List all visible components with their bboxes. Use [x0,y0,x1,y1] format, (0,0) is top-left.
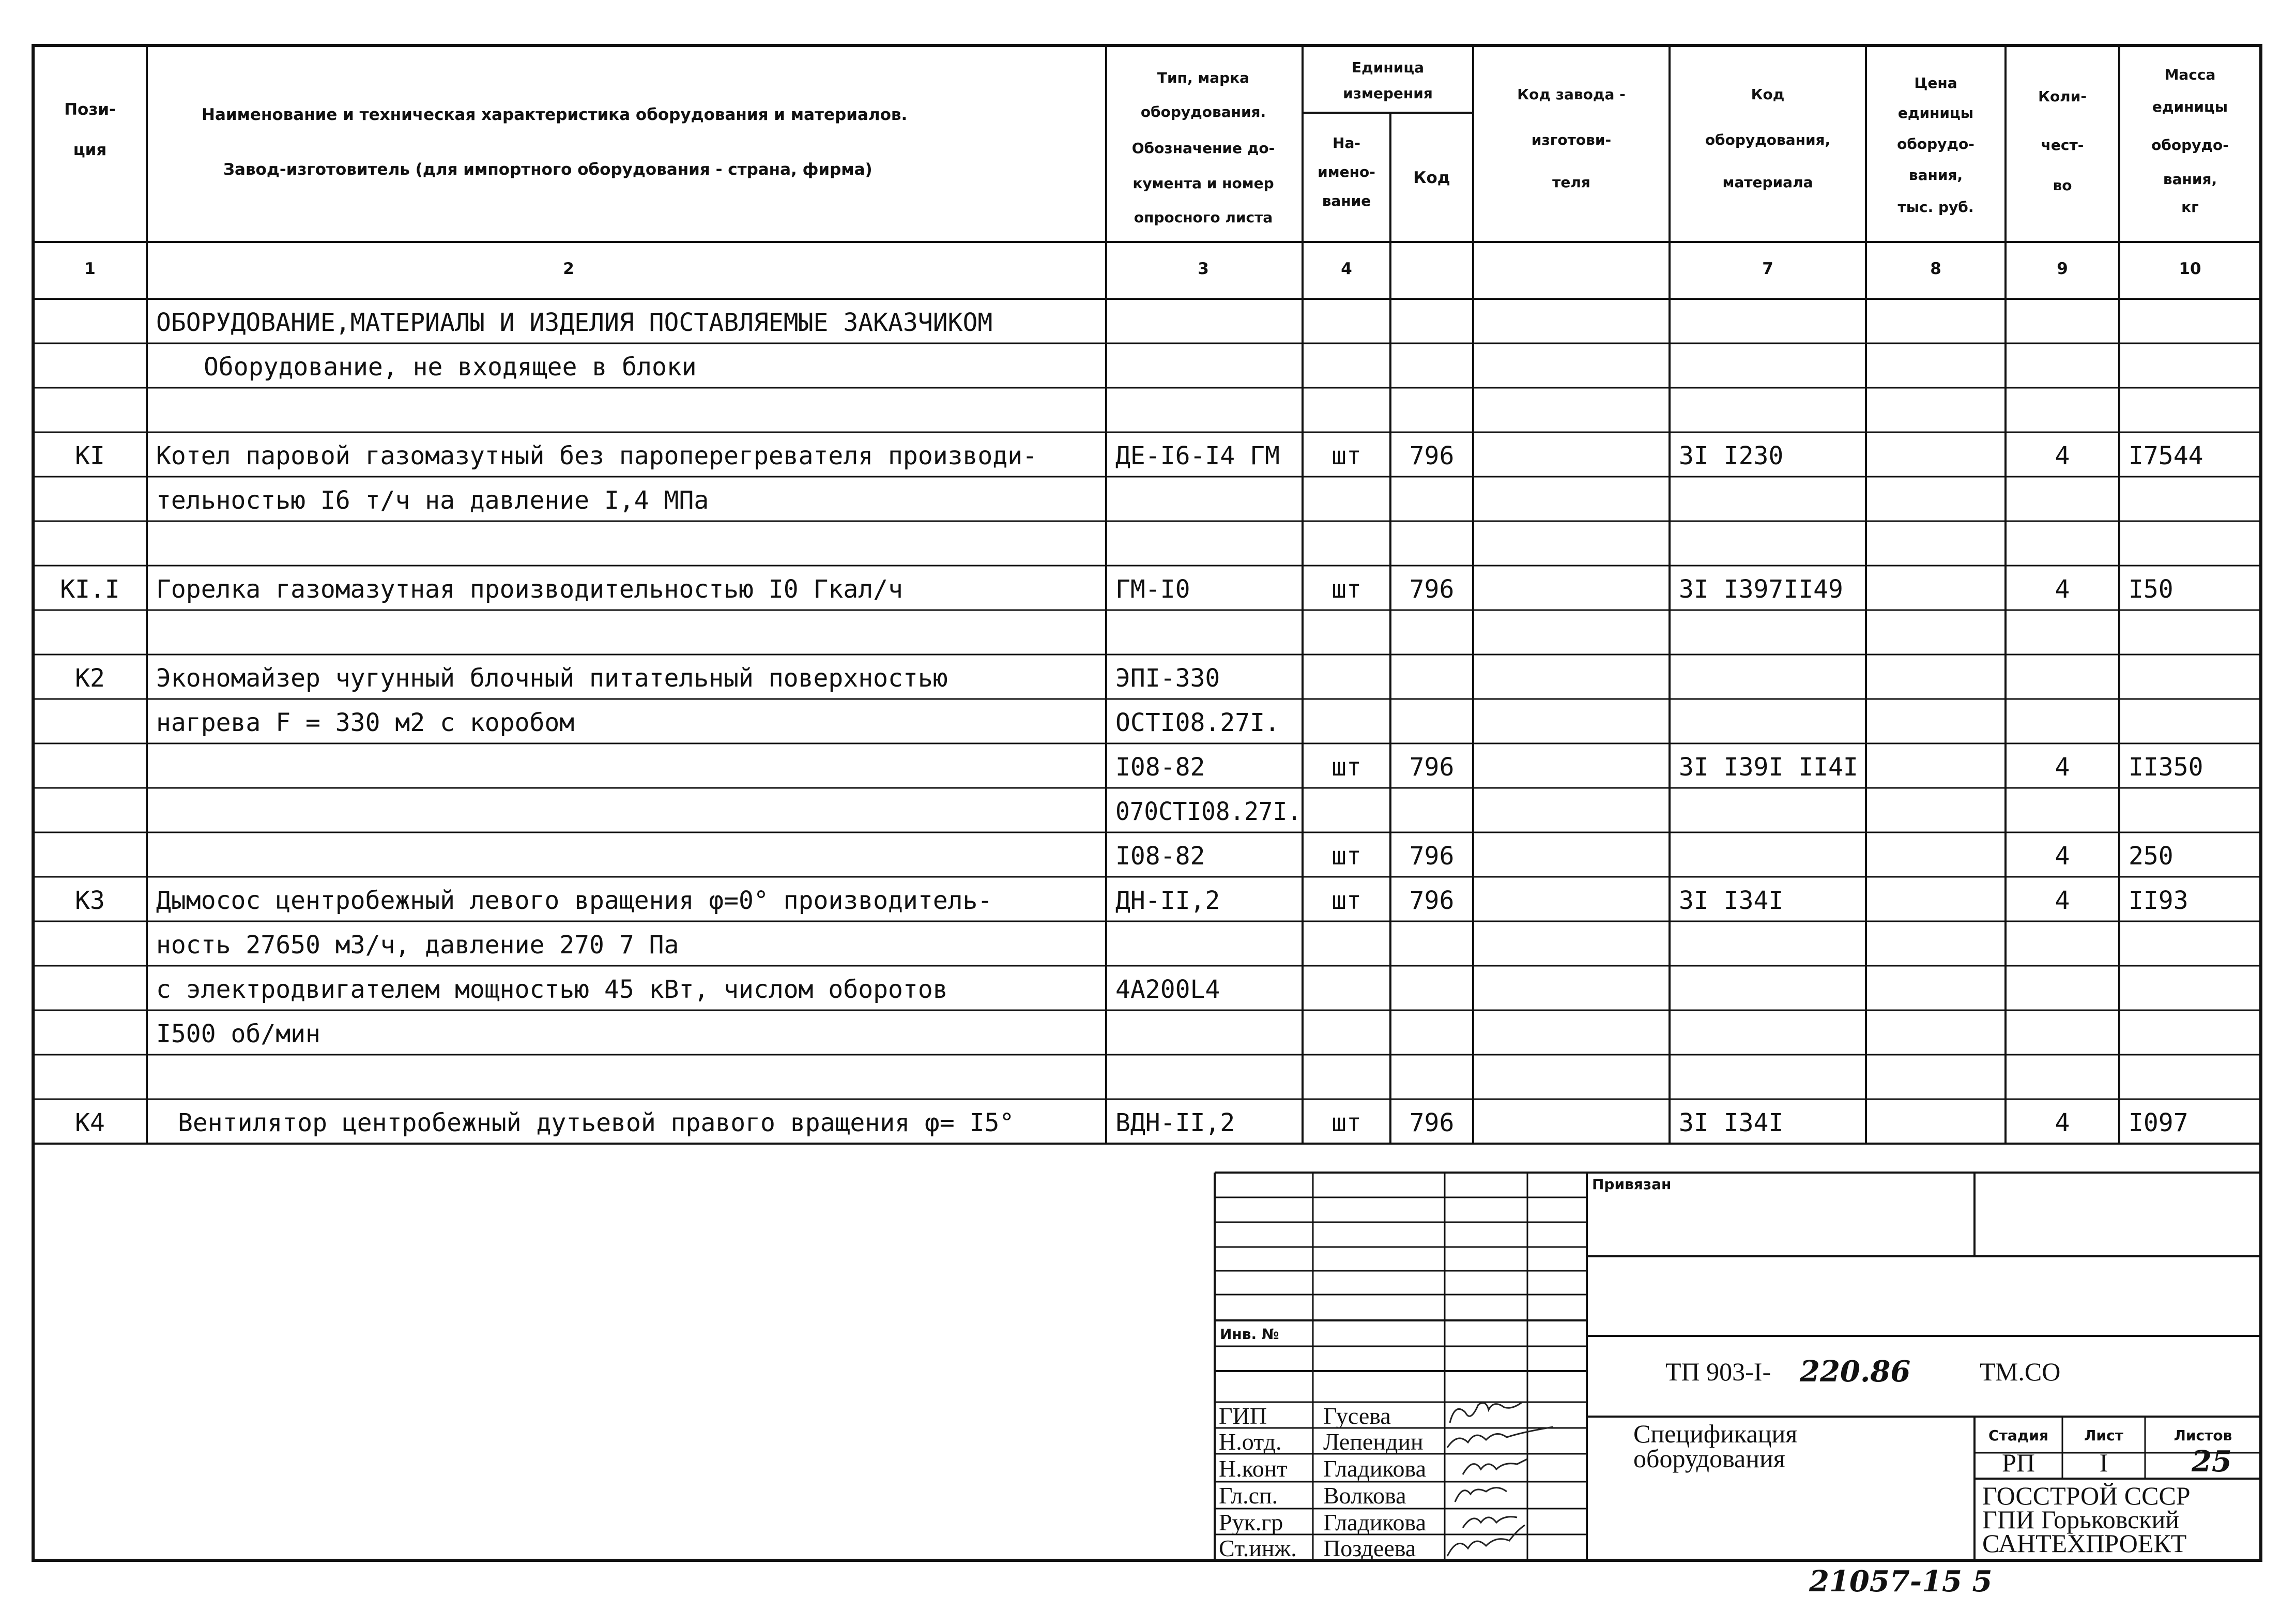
cell-eq-code: 3I I34I [1679,1108,1784,1137]
designation-handwritten: 220.86 [1800,1355,1911,1389]
svg-text:единицы: единицы [2152,98,2228,115]
signature-scribble [1447,1427,1553,1448]
svg-text:оборудования.: оборудования. [1140,103,1266,120]
sheet-label: Лист [2084,1427,2123,1444]
document-title-line2: оборудования [1633,1444,1785,1473]
colnum-8: 8 [1930,260,1941,278]
table-row [156,708,1280,737]
cell-pos: К2 [75,663,105,693]
cell-code: 796 [1409,441,1455,470]
cell-eq-code: 3I I39I II4I [1679,752,1858,782]
sheet-value: I [2099,1448,2108,1477]
cell-name: Экономайзер чугунный блочный питательный поверхностью [156,663,948,693]
hdr-unit-code: Код [1413,169,1450,187]
attached-label: Привязан [1592,1176,1672,1193]
cell-name: тельностью I6 т/ч на давление I,4 МПа [156,485,709,515]
sig-role: Ст.инж. [1219,1535,1297,1561]
cell-unit: шт [1331,841,1361,871]
cell-type: ДЕ-I6-I4 ГМ [1115,441,1280,470]
svg-text:имено-: имено- [1318,163,1375,180]
table-row [156,1020,320,1048]
signature-scribble [1450,1402,1522,1423]
sig-role: Н.конт [1219,1455,1288,1482]
cell-pos: К3 [75,886,105,915]
svg-text:кг: кг [2181,199,2199,216]
svg-text:изготови-: изготови- [1531,131,1612,148]
inventory-label: Инв. № [1220,1326,1279,1343]
cell-name: ность 27650 м3/ч, давление 270 7 Па [156,930,679,960]
svg-text:оборудо-: оборудо- [1897,135,1974,153]
title-block [1215,1173,2261,1561]
sig-name: Поздеева [1323,1535,1416,1561]
cell-eq-code: 3I I230 [1679,441,1784,470]
svg-text:Завод-изготовитель (для импор: Завод-изготовитель (для импортного оборудования - страна, фирма) [223,160,873,179]
hdr-name: Наименование и техническая характеристика оборудования и материалов. [202,105,908,124]
svg-text:оборудо-: оборудо- [2151,136,2229,154]
colnum-9: 9 [2057,260,2068,278]
table-row [156,931,679,960]
table-row [1115,842,2173,871]
svg-text:материала: материала [1722,174,1813,191]
hdr-unit: Единица [1352,59,1424,76]
sheets-value: 25 [2192,1444,2232,1479]
hdr-maker-code: Код завода - [1517,86,1626,103]
sig-role: Гл.сп. [1219,1482,1278,1509]
cell-name: Вентилятор центробежный дутьевой правого вращения φ= I5° [178,1108,1015,1137]
colnum-4: 4 [1341,260,1352,278]
cell-mass: I50 [2129,574,2173,604]
svg-text:оборудования,: оборудования, [1705,131,1831,148]
table-header [33,45,2261,299]
svg-text:чест-: чест- [2041,136,2084,154]
org-line2: ГПИ Горьковский [1982,1505,2180,1534]
cell-unit: шт [1331,752,1361,782]
cell-type: I08-82 [1115,841,1205,871]
signature-scribble [1463,1517,1517,1528]
colnum-2: 2 [563,260,574,278]
svg-text:вания,: вания, [1908,166,1963,184]
colnum-3: 3 [1198,260,1209,278]
table-row [60,575,2173,604]
table-row [156,486,709,515]
cell-eq-code: 3I I397II49 [1679,574,1843,604]
table-row [75,442,2203,470]
cell-code: 796 [1409,574,1455,604]
svg-text:вания,: вания, [2163,171,2217,188]
colnum-7: 7 [1762,260,1773,278]
cell-mass: II93 [2129,886,2188,915]
cell-qty: 4 [2055,1108,2070,1137]
org-line3: САНТЕХПРОЕКТ [1982,1529,2187,1558]
sig-role: Рук.гр [1219,1509,1283,1535]
table-row [156,308,992,337]
hdr-position: Пози- [64,100,116,119]
colnum-1: 1 [84,260,96,278]
hdr-mass: Масса [2164,66,2216,83]
cell-type: ВДН-II,2 [1115,1108,1235,1137]
cell-pos: КI.I [60,574,120,604]
hdr-equipment-code: Код [1751,86,1785,103]
cell-unit: шт [1331,441,1361,470]
sig-name: Гладикова [1323,1455,1427,1482]
cell-name: Котел паровой газомазутный без пароперегревателя производи- [156,441,1038,470]
handwritten-signatures [1447,1402,1553,1556]
signature-scribble [1447,1525,1525,1556]
cell-qty: 4 [2055,574,2070,604]
hdr-unit-name: На- [1333,134,1360,151]
svg-text:тыс. руб.: тыс. руб. [1897,199,1974,216]
hdr-price: Цена [1914,74,1957,92]
sig-role: Н.отд. [1219,1428,1282,1455]
sig-name: Волкова [1323,1482,1406,1509]
cell-pos: К4 [75,1108,105,1137]
sig-name: Гладикова [1323,1509,1427,1535]
cell-mass: II350 [2129,752,2203,782]
cell-type: ДН-II,2 [1115,886,1220,915]
cell-qty: 4 [2055,752,2070,782]
sig-name: Лепендин [1323,1428,1423,1455]
cell-name: с электродвигателем мощностью 45 кВт, числом оборотов [156,975,948,1004]
cell-type: 4А200L4 [1115,975,1220,1004]
svg-text:кумента и номер: кумента и номер [1132,175,1274,192]
cell-type: ГМ-I0 [1115,574,1190,604]
table-row [204,353,697,382]
stage-label: Стадия [1988,1427,2048,1444]
table-row [75,664,1220,693]
cell-pos: КI [75,441,105,470]
cell-type: ЭПI-330 [1115,663,1220,693]
cell-code: 796 [1409,752,1455,782]
cell-code: 796 [1409,1108,1455,1137]
cell-code: 796 [1409,841,1455,871]
document-title-line1: Спецификация [1633,1419,1798,1448]
cell-type: ОСТI08.27I. [1115,708,1280,737]
cell-code: 796 [1409,886,1455,915]
cell-mass: I097 [2129,1108,2188,1137]
cell-type: I08-82 [1115,752,1205,782]
stage-value: РП [2002,1448,2035,1477]
sheets-label: Листов [2173,1427,2232,1444]
svg-text:во: во [2053,177,2072,194]
cell-unit: шт [1331,1108,1361,1137]
cell-eq-code: 3I I34I [1679,886,1784,915]
colnum-10: 10 [2179,260,2201,278]
document-mark: ТМ.СО [1980,1357,2061,1386]
svg-text:измерения: измерения [1343,85,1433,102]
svg-text:теля: теля [1552,174,1590,191]
cell-type: 070СТI08.27I. [1115,797,1302,826]
cell-name: Горелка газомазутная производительностью I0 Гкал/ч [156,574,903,604]
footer-number: 21057-15 5 [1809,1564,1993,1599]
cell-qty: 4 [2055,886,2070,915]
cell-qty: 4 [2055,841,2070,871]
svg-text:опросного листа: опросного листа [1134,209,1273,226]
cell-name: ОБОРУДОВАНИЕ,МАТЕРИАЛЫ И ИЗДЕЛИЯ ПОСТАВЛЯЕМЫЕ ЗАКАЗЧИКОМ [156,308,993,337]
cell-mass: I7544 [2129,441,2203,470]
hdr-quantity: Коли- [2038,88,2087,105]
cell-unit: шт [1331,886,1361,915]
signature-scribble [1455,1488,1507,1502]
cell-name: Оборудование, не входящее в блоки [204,352,697,382]
sig-name: Гусева [1323,1403,1391,1429]
svg-text:Обозначение до-: Обозначение до- [1131,140,1275,157]
cell-unit: шт [1331,574,1361,604]
cell-name: нагрева F = 330 м2 с коробом [156,708,575,737]
table-row [1115,797,1302,826]
svg-text:единицы: единицы [1897,104,1974,121]
svg-text:ция: ция [73,141,107,159]
svg-text:вание: вание [1322,192,1371,209]
table-row [156,975,1220,1004]
table-row [1115,753,2203,782]
hdr-type: Тип, марка [1157,69,1250,86]
cell-qty: 4 [2055,441,2070,470]
designation: ТП 903-I- [1665,1357,1771,1386]
org-line1: ГОССТРОЙ СССР [1982,1481,2191,1510]
table-row [75,886,2188,915]
cell-name: I500 об/мин [156,1019,320,1048]
cell-mass: 250 [2129,841,2173,871]
signature-scribble [1463,1459,1527,1474]
cell-name: Дымосос центробежный левого вращения φ=0° производитель- [156,886,993,915]
table-row [75,1108,2188,1137]
sig-role: ГИП [1219,1403,1267,1429]
